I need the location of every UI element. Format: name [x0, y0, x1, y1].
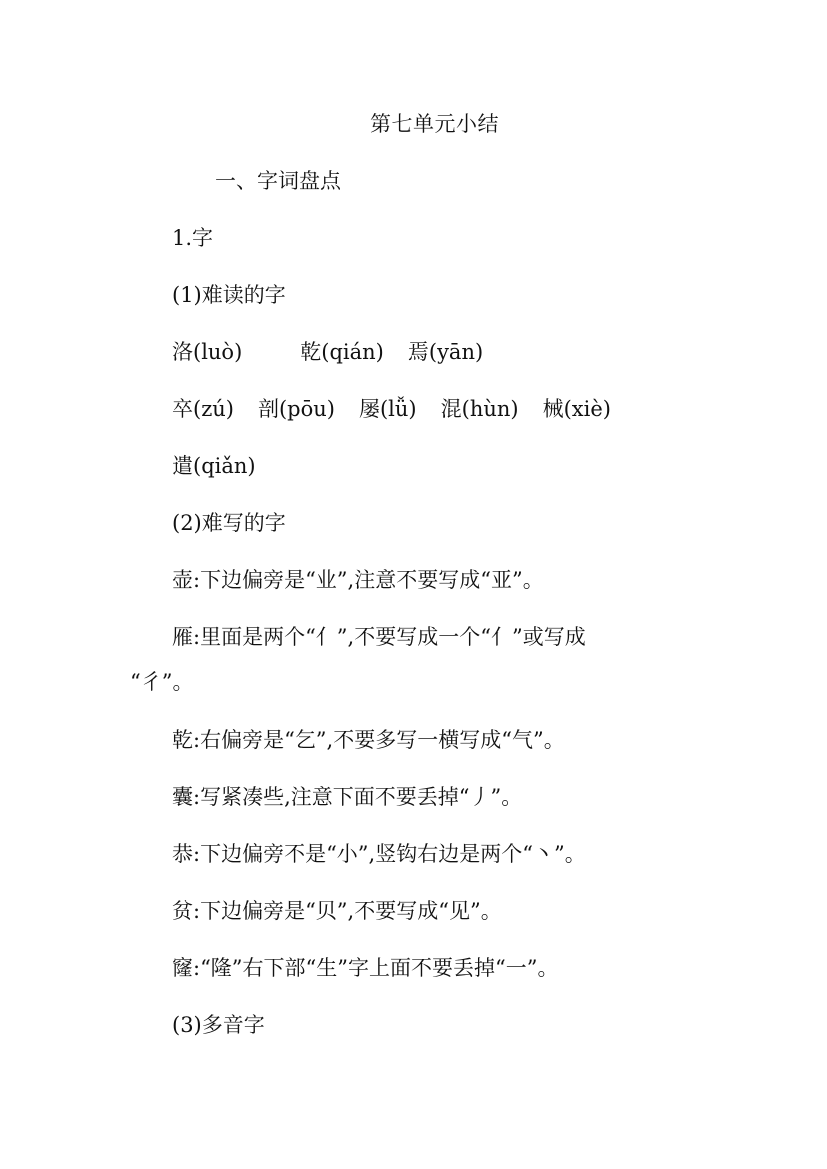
reading-item: 械(xiè) — [542, 397, 611, 421]
part-hard-to-write: (2)难写的字 — [172, 511, 286, 535]
subsection-characters: 1.字 — [172, 226, 214, 250]
note-line: 贫:下边偏旁是“贝”,不要写成“见”。 — [172, 899, 502, 923]
readings-row-2 — [172, 395, 611, 423]
reading-item: 洛(luò) — [172, 340, 243, 364]
note-line: 壶:下边偏旁是“业”,注意不要写成“亚”。 — [172, 568, 544, 592]
note-line: 雁:里面是两个“亻”,不要写成一个“亻”或写成 — [172, 625, 586, 649]
note-line: 乾:右偏旁是“乞”,不要多写一横写成“气”。 — [172, 728, 565, 752]
part-polyphonic: (3)多音字 — [172, 1013, 265, 1037]
reading-item: 混(hùn) — [440, 397, 519, 421]
document-title: 第七单元小结 — [370, 112, 499, 136]
reading-item: 焉(yān) — [407, 340, 484, 364]
note-line: 囊:写紧凑些,注意下面不要丢掉“丿”。 — [172, 785, 523, 809]
reading-item: 屡(lǚ) — [358, 397, 417, 421]
part-hard-to-read: (1)难读的字 — [172, 283, 286, 307]
readings-row-1 — [172, 338, 483, 366]
reading-item: 卒(zú) — [172, 397, 234, 421]
reading-item: 遣(qiǎn) — [172, 454, 256, 478]
reading-item: 剖(pōu) — [257, 397, 335, 421]
note-line-continuation: “彳”。 — [130, 670, 194, 694]
reading-item: 乾(qián) — [300, 340, 384, 364]
section-heading-word-review: 一、字词盘点 — [215, 169, 341, 193]
note-line: 窿:“隆”右下部“生”字上面不要丢掉“一”。 — [172, 956, 559, 980]
readings-row-3 — [172, 452, 256, 480]
note-line: 恭:下边偏旁不是“小”,竖钩右边是两个“丶”。 — [172, 842, 586, 866]
